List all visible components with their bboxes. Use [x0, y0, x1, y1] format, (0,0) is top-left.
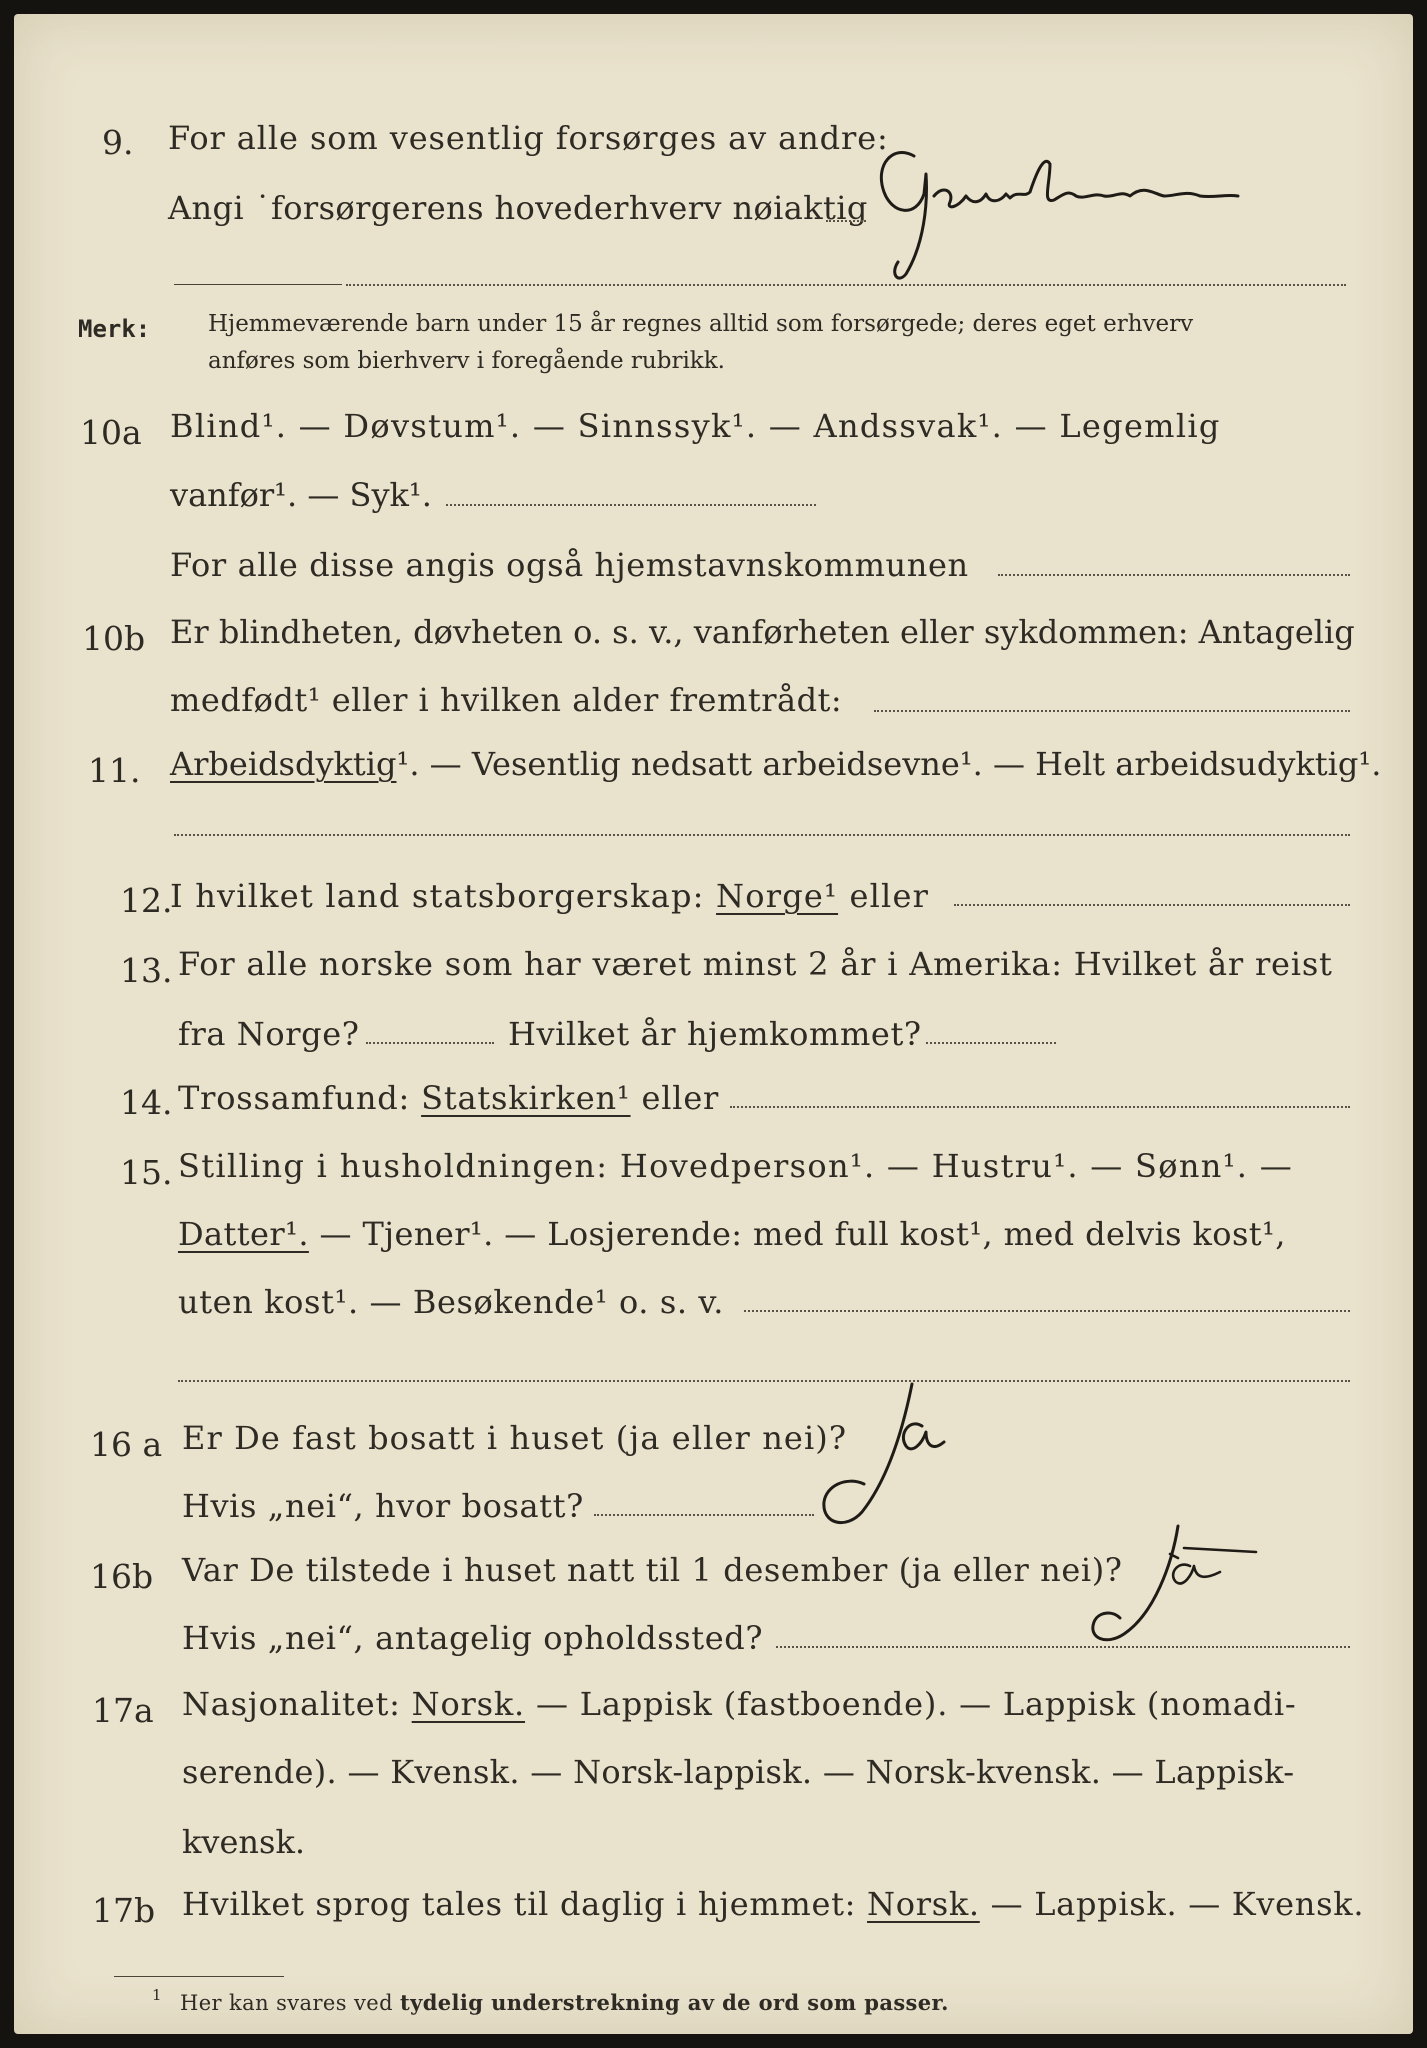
q16a-bosatt-line	[594, 1514, 814, 1516]
q11-text	[170, 745, 1382, 783]
q12-eller: eller	[849, 877, 930, 915]
q17b-rest: — Lappisk. — Kvensk.	[990, 1885, 1365, 1923]
q10a-kommune-line	[998, 574, 1350, 576]
q15-number: 15.	[120, 1153, 173, 1192]
q15-line1: Stilling i husholdningen: Hovedperson¹. — Hustru¹. — Sønn¹. —	[178, 1147, 1294, 1185]
q15-line3: uten kost¹. — Besøkende¹ o. s. v.	[178, 1283, 725, 1321]
q17a-line1	[182, 1685, 1297, 1723]
footnote-bold: tydelig understrekning av de ord som passer.	[400, 1990, 949, 2015]
q17a-line3: kvensk.	[182, 1823, 305, 1861]
q11-option-arbeidsdyktig: Arbeidsdyktig	[170, 745, 397, 783]
q10b-line1: Er blindheten, døvheten o. s. v., vanførheten eller sykdommen: Antagelig	[170, 613, 1355, 651]
q17b-option-norsk: Norsk.	[867, 1885, 980, 1923]
census-form-page	[14, 14, 1413, 2034]
q17a-line2: serende). — Kvensk. — Norsk-lappisk. — Norsk-kvensk. — Lappisk-	[182, 1753, 1295, 1791]
q10b-line2: medfødt¹ eller i hvilken alder fremtrådt:	[170, 681, 843, 719]
merk-line1: Hjemmeværende barn under 15 år regnes alltid som forsørgede; deres eget erhverv	[208, 311, 1194, 337]
q12-answer-line	[954, 904, 1350, 906]
q17a-prompt: Nasjonalitet:	[182, 1685, 401, 1723]
q14-prompt: Trossamfund:	[178, 1079, 411, 1117]
q9-divider	[346, 284, 1346, 286]
footnote-text	[180, 1992, 949, 2014]
footnote-pre: Her kan svares ved	[180, 1991, 393, 2015]
q12-text	[170, 877, 930, 915]
q16b-opholdssted-line	[776, 1646, 1350, 1648]
q16b-line1: Var De tilstede i huset natt til 1 desember (ja eller nei)?	[182, 1551, 1123, 1589]
q15-option-datter: Datter¹.	[178, 1215, 309, 1253]
q16a-handwritten-answer	[802, 1374, 1002, 1534]
q13-line2a: fra Norge?	[178, 1015, 360, 1053]
q10a-number: 10a	[80, 413, 142, 452]
q14-number: 14.	[120, 1083, 173, 1122]
q16b-line2: Hvis „nei“, antagelig opholdssted?	[182, 1619, 764, 1657]
q16a-line1: Er De fast bosatt i huset (ja eller nei)?	[182, 1419, 848, 1457]
footnote-mark: 1	[152, 1986, 162, 2004]
q17b-number: 17b	[92, 1891, 156, 1930]
q14-eller: eller	[641, 1079, 720, 1117]
q11-rest: ¹. — Vesentlig nedsatt arbeidsevne¹. — Helt arbeidsudyktig¹.	[396, 745, 1382, 783]
footnote-rule	[114, 1976, 284, 1977]
q10a-line2: vanfør¹. — Syk¹.	[170, 476, 432, 514]
q15-extra-line	[178, 1380, 1350, 1382]
q17b-prompt: Hvilket sprog tales til daglig i hjemmet:	[182, 1885, 857, 1923]
q17a-option-norsk: Norsk.	[411, 1685, 526, 1723]
q9-handwritten-answer	[854, 134, 1354, 284]
q16b-handwritten-answer	[1044, 1514, 1284, 1654]
q9-line1: For alle som vesentlig forsørges av andre:	[168, 119, 889, 157]
q17a-line1-rest: — Lappisk (fastboende). — Lappisk (nomadi-	[536, 1685, 1297, 1723]
q9-number: 9.	[102, 123, 134, 162]
q13-reist-line	[366, 1042, 494, 1044]
q13-line2b: Hvilket år hjemkommet?	[508, 1015, 922, 1053]
q12-prompt: I hvilket land statsborgerskap:	[170, 877, 705, 915]
q15-line2-rest: — Tjener¹. — Losjerende: med full kost¹, med delvis kost¹,	[319, 1215, 1286, 1253]
merk-line2: anføres som bierhverv i foregående rubrikk.	[208, 348, 725, 374]
q15-line2	[178, 1215, 1286, 1253]
q10a-line1: Blind¹. — Døvstum¹. — Sinnssyk¹. — Andssvak¹. — Legemlig	[170, 407, 1221, 445]
q13-hjemkommet-line	[926, 1042, 1056, 1044]
q14-answer-line	[730, 1106, 1350, 1108]
q10a-line3: For alle disse angis også hjemstavnskommunen	[170, 546, 969, 584]
q16a-line2: Hvis „nei“, hvor bosatt?	[182, 1487, 584, 1525]
q16a-number: 16 a	[90, 1425, 163, 1464]
q9-divider-left	[174, 284, 342, 285]
q10b-answer-line	[874, 710, 1350, 712]
q12-number: 12.	[120, 881, 173, 920]
q15-answer-line	[744, 1310, 1350, 1312]
q13-line1: For alle norske som har været minst 2 år i Amerika: Hvilket år reist	[178, 945, 1333, 983]
q9-line2: Angi ˙forsørgerens hovederhverv nøiaktig	[168, 189, 868, 227]
q16b-number: 16b	[90, 1557, 154, 1596]
q17a-number: 17a	[92, 1691, 154, 1730]
q14-option-statskirken: Statskirken¹	[421, 1079, 631, 1117]
q13-number: 13.	[120, 951, 173, 990]
q10b-number: 10b	[82, 619, 146, 658]
q12-option-norge: Norge¹	[716, 877, 839, 915]
q14-text	[178, 1079, 720, 1117]
q11-number: 11.	[88, 751, 141, 790]
q17b-text	[182, 1885, 1365, 1923]
q10a-syk-line	[446, 504, 816, 506]
merk-label: Merk:	[78, 315, 151, 343]
q11-answer-line	[174, 834, 1350, 836]
